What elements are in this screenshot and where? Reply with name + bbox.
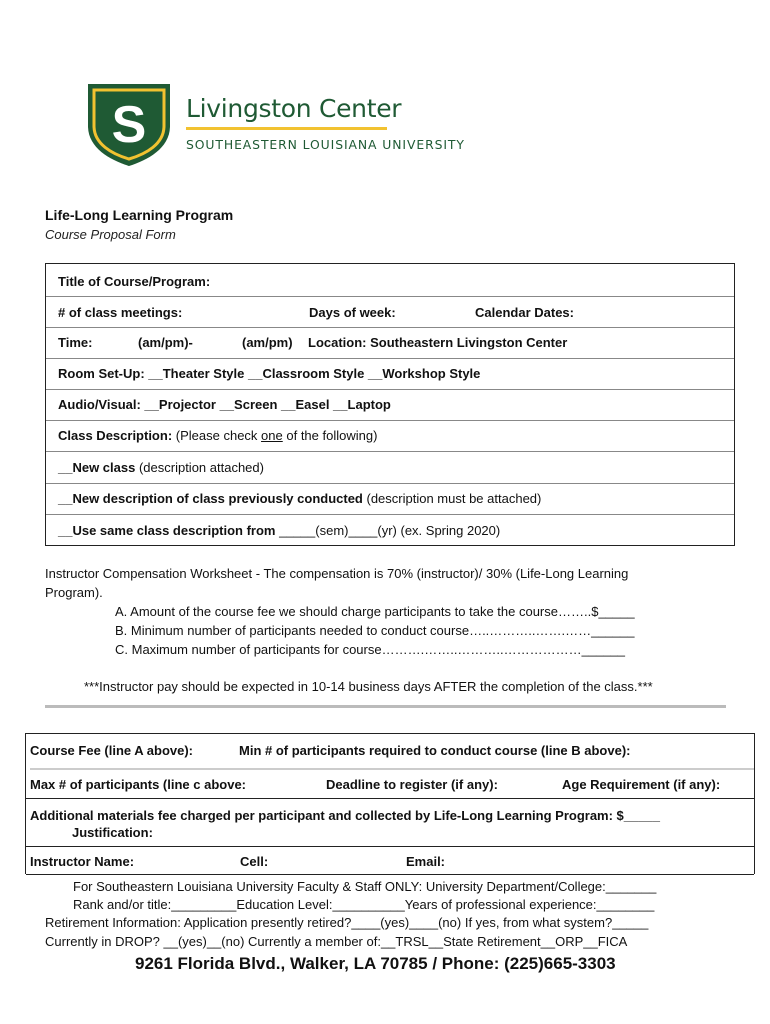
divider bbox=[46, 389, 734, 390]
program-title: Life-Long Learning Program bbox=[45, 207, 234, 223]
drop-membership-line[interactable]: Currently in DROP? __(yes)__(no) Currently a member of:__TRSL__State Retirement__ORP__FICA bbox=[45, 934, 628, 949]
section-separator bbox=[45, 705, 726, 708]
divider bbox=[30, 768, 754, 770]
option-new-description[interactable] bbox=[58, 491, 541, 506]
brand-name: Livingston Center bbox=[186, 94, 402, 123]
deadline-field[interactable]: Deadline to register (if any): bbox=[326, 777, 498, 792]
divider bbox=[46, 327, 734, 328]
new-description-note: (description must be attached) bbox=[362, 491, 542, 506]
university-shield-logo bbox=[86, 82, 172, 168]
instructor-name-field[interactable]: Instructor Name: bbox=[30, 854, 135, 869]
compensation-item-b[interactable]: B. Minimum number of participants needed to conduct course…..………..…….……______ bbox=[115, 623, 635, 638]
compensation-item-c[interactable]: C. Maximum number of participants for course……….……..………..………………______ bbox=[115, 642, 626, 657]
divider bbox=[26, 798, 754, 799]
option-same-description[interactable] bbox=[58, 523, 500, 538]
age-requirement-field[interactable]: Age Requirement (if any): bbox=[562, 777, 721, 792]
brand-subtitle: SOUTHEASTERN LOUISIANA UNIVERSITY bbox=[186, 137, 465, 152]
compensation-line-1: Instructor Compensation Worksheet - The compensation is 70% (instructor)/ 30% (Life-Long Learning bbox=[45, 566, 629, 581]
email-field[interactable]: Email: bbox=[406, 854, 446, 869]
time-start-ampm: (am/pm)- bbox=[138, 335, 193, 350]
title-of-course-field[interactable]: Title of Course/Program: bbox=[58, 274, 211, 289]
room-setup-options[interactable]: Room Set-Up: __Theater Style __Classroom Style __Workshop Style bbox=[58, 366, 481, 381]
calendar-dates-field[interactable]: Calendar Dates: bbox=[475, 305, 574, 320]
same-description-label: __Use same class description from bbox=[58, 523, 276, 538]
location-label: Location: Southeastern Livingston Center bbox=[308, 335, 568, 350]
same-description-note: _____(sem)____(yr) (ex. Spring 2020) bbox=[275, 523, 501, 538]
program-subtitle: Course Proposal Form bbox=[45, 227, 176, 242]
divider bbox=[46, 514, 734, 515]
max-participants-field[interactable]: Max # of participants (line c above: bbox=[30, 777, 246, 792]
divider bbox=[46, 483, 734, 484]
new-class-label: __New class bbox=[58, 460, 136, 475]
divider bbox=[26, 874, 754, 875]
divider bbox=[26, 846, 754, 847]
retirement-line[interactable]: Retirement Information: Application presently retired?____(yes)____(no) If yes, from what system?_____ bbox=[45, 915, 649, 930]
new-class-note: (description attached) bbox=[135, 460, 264, 475]
brand-divider bbox=[186, 127, 387, 130]
rank-education-line[interactable]: Rank and/or title:_________Education Level:__________Years of professional experience:________ bbox=[73, 897, 655, 912]
materials-fee-field[interactable]: Additional materials fee charged per participant and collected by Life-Long Learning Program: $_____ bbox=[30, 808, 660, 823]
course-fee-field[interactable]: Course Fee (line A above): bbox=[30, 743, 194, 758]
class-description-label: Class Description: bbox=[58, 428, 173, 443]
class-description-heading bbox=[58, 428, 377, 443]
class-meetings-field[interactable]: # of class meetings: bbox=[58, 305, 183, 320]
class-description-instruction-pre: (Please check bbox=[175, 428, 262, 443]
fees-box bbox=[25, 733, 755, 874]
class-description-one: one bbox=[261, 428, 283, 443]
compensation-line-2: Program). bbox=[45, 585, 103, 600]
divider bbox=[46, 296, 734, 297]
time-field[interactable]: Time: bbox=[58, 335, 93, 350]
course-info-box bbox=[45, 263, 735, 546]
new-description-label: __New description of class previously conducted bbox=[58, 491, 363, 506]
divider bbox=[46, 358, 734, 359]
cell-field[interactable]: Cell: bbox=[240, 854, 269, 869]
time-end-ampm: (am/pm) bbox=[242, 335, 293, 350]
days-of-week-field[interactable]: Days of week: bbox=[309, 305, 396, 320]
class-description-instruction-post: of the following) bbox=[282, 428, 378, 443]
compensation-item-a[interactable]: A. Amount of the course fee we should charge participants to take the course……..$_____ bbox=[115, 604, 635, 619]
address-phone: 9261 Florida Blvd., Walker, LA 70785 / Phone: (225)665-3303 bbox=[135, 954, 616, 973]
faculty-staff-line[interactable]: For Southeastern Louisiana University Faculty & Staff ONLY: University Department/College:_______ bbox=[73, 879, 657, 894]
justification-field[interactable]: Justification: bbox=[72, 825, 153, 840]
audio-visual-options[interactable]: Audio/Visual: __Projector __Screen __Easel __Laptop bbox=[58, 397, 391, 412]
option-new-class[interactable] bbox=[58, 460, 264, 475]
min-participants-field[interactable]: Min # of participants required to conduct course (line B above): bbox=[239, 743, 631, 758]
logo-letter: S bbox=[111, 96, 147, 154]
divider bbox=[46, 420, 734, 421]
pay-note: ***Instructor pay should be expected in 10-14 business days AFTER the completion of the class.*** bbox=[84, 679, 653, 694]
divider bbox=[46, 451, 734, 452]
